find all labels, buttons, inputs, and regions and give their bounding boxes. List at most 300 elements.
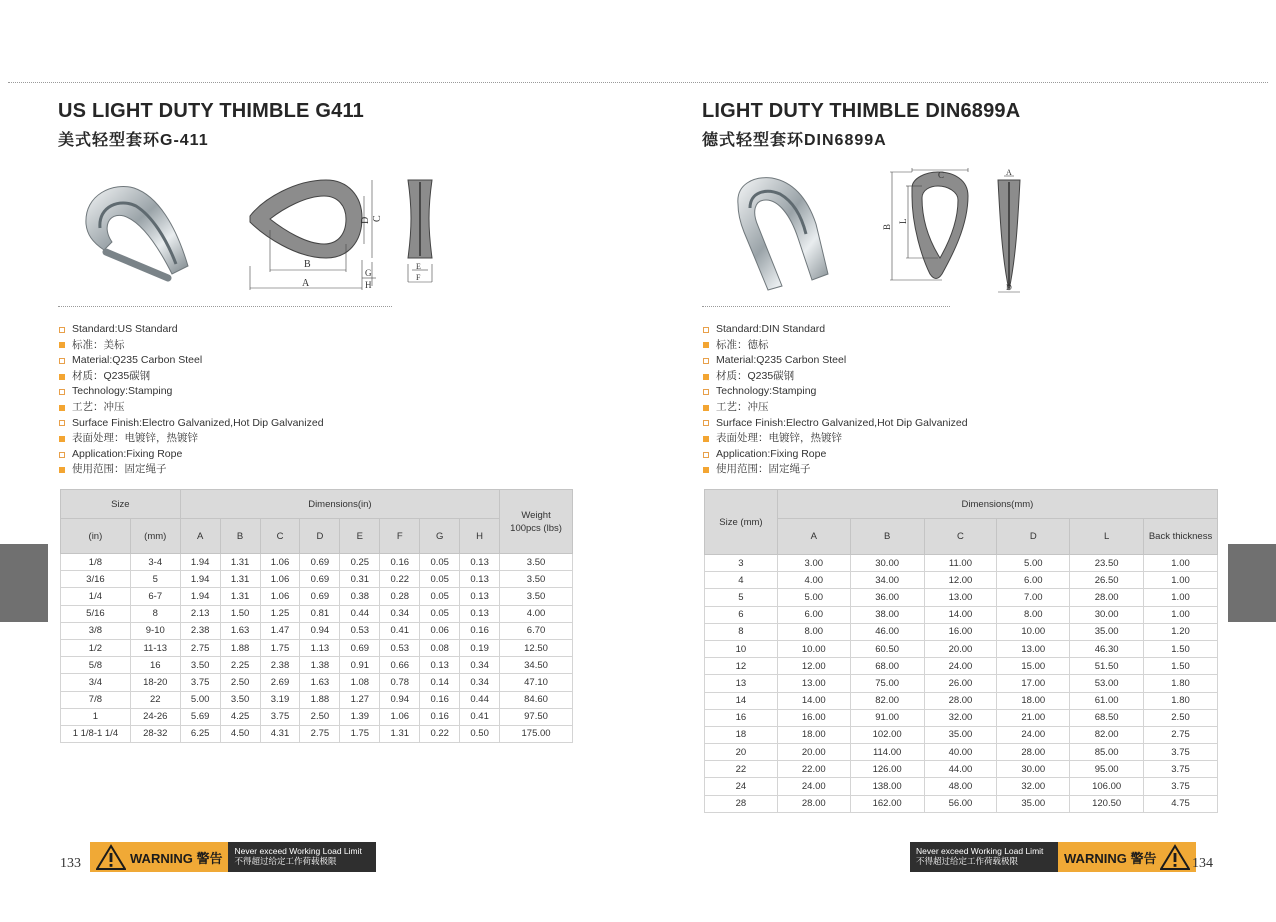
table-cell: 114.00 [850,744,924,761]
list-item: 标准：美标 [58,338,578,354]
table-row [61,588,573,605]
table-cell: 0.50 [460,725,500,742]
table-cell: 61.00 [1070,692,1144,709]
table-cell: 17.00 [997,675,1070,692]
table-cell: 24.00 [997,726,1070,743]
top-dotted-divider [8,82,1268,83]
table-cell: 0.34 [380,605,420,622]
warning-triangle-icon [96,844,126,870]
table-cell: 0.05 [420,571,460,588]
thimble-front-drawing [882,166,982,304]
table-cell: 18-20 [130,674,180,691]
table-cell: 8.00 [997,606,1070,623]
table-cell: 10.00 [777,640,850,657]
column-header: C [924,519,997,555]
list-item: Technology:Stamping [58,384,578,400]
table-cell: 47.10 [500,674,573,691]
table-cell: 11.00 [924,555,997,572]
table-cell: 24 [705,778,778,795]
dim-label-c: C [938,170,945,180]
table-cell: 26.00 [924,675,997,692]
table-cell: 16 [705,709,778,726]
column-header: (in) [61,519,131,554]
table-cell: 28 [705,795,778,812]
dim-label-d: D [360,216,371,224]
table-cell: 1.13 [300,639,340,656]
table-cell: 1.50 [220,605,260,622]
table-cell: 28.00 [777,795,850,812]
table-cell: 6.00 [997,572,1070,589]
bullet-icon [59,374,65,380]
warning-label-box: WARNING 警告 [90,842,228,872]
table-cell: 0.06 [420,622,460,639]
table-cell: 35.00 [997,795,1070,812]
table-cell: 21.00 [997,709,1070,726]
page-title-cn: 美式轻型套环G-411 [58,132,209,149]
warning-message: Never exceed Working Load Limit 不得超过给定工作荷载极限 [228,842,376,872]
table-cell: 51.50 [1070,658,1144,675]
table-cell: 23.50 [1070,555,1144,572]
us-thimble-table [60,489,573,743]
table-cell: 30.00 [850,555,924,572]
table-cell: 97.50 [500,708,573,725]
table-cell: 20.00 [924,640,997,657]
table-row [61,725,573,742]
table-cell: 4.00 [500,605,573,622]
table-cell: 0.41 [380,622,420,639]
table-cell: 38.00 [850,606,924,623]
table-cell: 68.50 [1070,709,1144,726]
table-cell: 82.00 [850,692,924,709]
table-cell: 138.00 [850,778,924,795]
table-cell: 0.13 [460,571,500,588]
table-cell: 0.91 [340,657,380,674]
table-row [61,691,573,708]
thimble-side-drawing [400,178,440,288]
table-cell: 1.31 [220,554,260,571]
table-cell: 3.00 [777,555,850,572]
table-row [705,623,1218,640]
list-item: 表面处理：电镀锌，热镀锌 [702,431,1222,447]
left-side-tab [0,544,48,622]
table-cell: 0.44 [460,691,500,708]
bullet-icon [703,420,709,426]
table-cell: 1/4 [61,588,131,605]
table-cell: 1.31 [380,725,420,742]
table-cell: 175.00 [500,725,573,742]
list-item: 标准：德标 [702,338,1222,354]
table-cell: 48.00 [924,778,997,795]
table-cell: 0.66 [380,657,420,674]
table-cell: 14.00 [777,692,850,709]
size-header: Size (mm) [705,490,778,555]
list-item: 工艺：冲压 [58,400,578,416]
table-cell: 1.06 [260,588,300,605]
table-row [61,708,573,725]
bullet-icon [703,342,709,348]
table-cell: 0.16 [420,691,460,708]
bullet-icon [703,327,709,333]
table-cell: 0.22 [420,725,460,742]
table-cell: 2.75 [1144,726,1218,743]
table-cell: 20 [705,744,778,761]
dim-label-f: F [416,273,421,282]
table-cell: 0.69 [300,554,340,571]
table-cell: 1.25 [260,605,300,622]
table-cell: 1.80 [1144,692,1218,709]
column-header: A [180,519,220,554]
table-cell: 84.60 [500,691,573,708]
table-cell: 0.05 [420,554,460,571]
column-header: H [460,519,500,554]
table-cell: 2.38 [180,622,220,639]
bullet-icon [59,342,65,348]
table-cell: 1 [61,708,131,725]
table-cell: 5.00 [777,589,850,606]
table-cell: 0.34 [460,674,500,691]
table-cell: 30.00 [997,761,1070,778]
table-cell: 0.05 [420,588,460,605]
table-cell: 3.75 [1144,744,1218,761]
table-cell: 16.00 [777,709,850,726]
table-cell: 60.50 [850,640,924,657]
table-cell: 0.69 [300,571,340,588]
spec-list [58,322,578,478]
table-cell: 1.20 [1144,623,1218,640]
warning-label-box: WARNING 警告 [1058,842,1196,872]
list-item: Application:Fixing Rope [58,447,578,463]
dim-label-a: A [1006,168,1012,177]
table-cell: 28.00 [924,692,997,709]
table-cell: 1.94 [180,571,220,588]
table-cell: 5 [705,589,778,606]
table-cell: 1.27 [340,691,380,708]
table-row [705,675,1218,692]
column-header: C [260,519,300,554]
table-cell: 82.00 [1070,726,1144,743]
table-cell: 46.30 [1070,640,1144,657]
table-cell: 32.00 [924,709,997,726]
table-cell: 3.75 [1144,761,1218,778]
table-cell: 0.28 [380,588,420,605]
list-item: 使用范围：固定绳子 [702,462,1222,478]
table-cell: 68.00 [850,658,924,675]
dim-label-a: A [302,278,310,289]
table-row [61,622,573,639]
page-title: LIGHT DUTY THIMBLE DIN6899A [702,100,1021,122]
page-number: 133 [60,856,81,871]
column-header: B [220,519,260,554]
table-cell: 18 [705,726,778,743]
table-cell: 0.94 [380,691,420,708]
dim-label-e: E [416,262,421,271]
table-cell: 1.38 [300,657,340,674]
warning-banner-right [910,842,1196,872]
table-cell: 106.00 [1070,778,1144,795]
right-side-tab [1228,544,1276,622]
list-item: Surface Finish:Electro Galvanized,Hot Dip Galvanized [58,416,578,432]
dim-label-g: G [365,268,372,278]
table-cell: 3/8 [61,622,131,639]
table-cell: 0.16 [380,554,420,571]
dim-label-c: C [372,215,383,222]
table-cell: 12.00 [777,658,850,675]
table-cell: 35.00 [924,726,997,743]
table-row [705,606,1218,623]
table-cell: 4.75 [1144,795,1218,812]
list-item: 使用范围：固定绳子 [58,462,578,478]
table-cell: 35.00 [1070,623,1144,640]
table-cell: 10 [705,640,778,657]
table-row [705,658,1218,675]
warning-banner-left [90,842,376,872]
column-header: B [850,519,924,555]
table-row [705,795,1218,812]
table-cell: 1.00 [1144,606,1218,623]
dimensions-header: Dimensions(mm) [777,490,1217,519]
product-figures [702,168,1222,302]
table-row [61,657,573,674]
table-cell: 0.13 [460,605,500,622]
table-cell: 36.00 [850,589,924,606]
table-cell: 1.94 [180,554,220,571]
table-cell: 0.53 [380,639,420,656]
table-cell: 0.69 [300,588,340,605]
table-cell: 4.25 [220,708,260,725]
table-cell: 95.00 [1070,761,1144,778]
column-header: Back thickness [1144,519,1218,555]
table-cell: 3-4 [130,554,180,571]
column-header: E [340,519,380,554]
table-cell: 102.00 [850,726,924,743]
table-cell: 1.06 [260,554,300,571]
dim-label-l: L [898,218,908,224]
dim-label-h: H [365,280,372,290]
table-cell: 0.53 [340,622,380,639]
table-cell: 53.00 [1070,675,1144,692]
list-item: Standard:US Standard [58,322,578,338]
weight-header: Weight 100pcs (lbs) [500,490,573,554]
page-title-cn: 德式轻型套环DIN6899A [702,132,887,149]
table-cell: 3/16 [61,571,131,588]
table-cell: 13.00 [777,675,850,692]
list-item: 工艺：冲压 [702,400,1222,416]
table-cell: 32.00 [997,778,1070,795]
table-cell: 1.47 [260,622,300,639]
table-cell: 34.00 [850,572,924,589]
table-row [705,572,1218,589]
dimensions-header: Dimensions(in) [180,490,499,519]
table-cell: 16.00 [924,623,997,640]
table-cell: 1/8 [61,554,131,571]
table-row [705,761,1218,778]
page-title: US LIGHT DUTY THIMBLE G411 [58,100,364,122]
table-cell: 1.63 [220,622,260,639]
bullet-icon [703,452,709,458]
table-cell: 6 [705,606,778,623]
table-cell: 0.81 [300,605,340,622]
table-row [705,589,1218,606]
table-cell: 2.50 [300,708,340,725]
table-cell: 1 1/8-1 1/4 [61,725,131,742]
table-cell: 3.75 [1144,778,1218,795]
table-cell: 0.14 [420,674,460,691]
column-header: D [300,519,340,554]
table-cell: 6.25 [180,725,220,742]
table-cell: 3.75 [180,674,220,691]
table-cell: 2.38 [260,657,300,674]
table-cell: 6.70 [500,622,573,639]
table-cell: 0.41 [460,708,500,725]
table-cell: 3.50 [220,691,260,708]
table-cell: 5.00 [997,555,1070,572]
dim-label-b: B [304,259,311,270]
table-cell: 28-32 [130,725,180,742]
table-cell: 12 [705,658,778,675]
table-cell: 0.25 [340,554,380,571]
table-cell: 22 [130,691,180,708]
bullet-icon [703,389,709,395]
right-page [702,100,1222,810]
table-cell: 1/2 [61,639,131,656]
section-divider [702,306,950,307]
table-cell: 1.63 [300,674,340,691]
table-cell: 1.88 [220,639,260,656]
table-cell: 44.00 [924,761,997,778]
bullet-icon [703,467,709,473]
warning-message: Never exceed Working Load Limit 不得超过给定工作荷载极限 [910,842,1058,872]
table-cell: 4.50 [220,725,260,742]
table-cell: 1.75 [340,725,380,742]
list-item: 材质：Q235碳钢 [702,369,1222,385]
table-row [61,674,573,691]
table-cell: 24.00 [924,658,997,675]
table-cell: 20.00 [777,744,850,761]
table-cell: 85.00 [1070,744,1144,761]
table-cell: 3.50 [500,588,573,605]
table-cell: 28.00 [1070,589,1144,606]
table-cell: 2.25 [220,657,260,674]
table-cell: 2.75 [180,639,220,656]
table-cell: 2.75 [300,725,340,742]
column-header: A [777,519,850,555]
table-cell: 8 [130,605,180,622]
product-figures [58,172,578,302]
table-cell: 34.50 [500,657,573,674]
table-cell: 14 [705,692,778,709]
table-cell: 0.69 [340,639,380,656]
table-cell: 56.00 [924,795,997,812]
table-cell: 8 [705,623,778,640]
column-header: L [1070,519,1144,555]
bullet-icon [59,436,65,442]
table-cell: 13 [705,675,778,692]
table-cell: 1.50 [1144,640,1218,657]
table-cell: 28.00 [997,744,1070,761]
table-cell: 12.50 [500,639,573,656]
dim-label-b: B [882,223,892,230]
table-cell: 1.08 [340,674,380,691]
list-item: Standard:DIN Standard [702,322,1222,338]
table-cell: 16 [130,657,180,674]
warning-triangle-icon [1160,844,1190,870]
table-cell: 1.31 [220,588,260,605]
table-cell: 40.00 [924,744,997,761]
table-cell: 5.69 [180,708,220,725]
size-header: Size [61,490,181,519]
thimble-front-drawing [244,178,394,296]
table-cell: 0.16 [420,708,460,725]
table-cell: 7/8 [61,691,131,708]
section-divider [58,306,392,307]
table-cell: 5.00 [180,691,220,708]
table-cell: 13.00 [997,640,1070,657]
table-row [61,605,573,622]
bullet-icon [703,436,709,442]
table-cell: 13.00 [924,589,997,606]
table-cell: 1.94 [180,588,220,605]
left-page [58,100,578,740]
thimble-photo-icon [76,176,196,286]
table-cell: 0.38 [340,588,380,605]
list-item: 材质：Q235碳钢 [58,369,578,385]
table-cell: 1.06 [260,571,300,588]
table-cell: 2.69 [260,674,300,691]
table-row [705,744,1218,761]
table-row [705,555,1218,572]
table-cell: 24.00 [777,778,850,795]
table-cell: 1.00 [1144,572,1218,589]
list-item: Material:Q235 Carbon Steel [702,353,1222,369]
table-cell: 3.50 [500,554,573,571]
bullet-icon [703,374,709,380]
bullet-icon [59,327,65,333]
table-cell: 0.22 [380,571,420,588]
bullet-icon [59,405,65,411]
table-cell: 3.19 [260,691,300,708]
list-item: 表面处理：电镀锌，热镀锌 [58,431,578,447]
table-row [61,639,573,656]
table-cell: 1.00 [1144,589,1218,606]
table-cell: 91.00 [850,709,924,726]
table-cell: 8.00 [777,623,850,640]
table-cell: 14.00 [924,606,997,623]
table-row [705,709,1218,726]
table-cell: 18.00 [997,692,1070,709]
table-cell: 75.00 [850,675,924,692]
table-cell: 4 [705,572,778,589]
table-cell: 0.13 [420,657,460,674]
table-cell: 4.00 [777,572,850,589]
table-cell: 0.05 [420,605,460,622]
table-cell: 1.31 [220,571,260,588]
spec-list [702,322,1222,478]
table-cell: 2.50 [220,674,260,691]
table-cell: 5/16 [61,605,131,622]
table-cell: 11-13 [130,639,180,656]
table-cell: 3 [705,555,778,572]
table-cell: 1.88 [300,691,340,708]
table-cell: 0.13 [460,588,500,605]
bullet-icon [703,405,709,411]
table-cell: 30.00 [1070,606,1144,623]
table-cell: 15.00 [997,658,1070,675]
table-cell: 0.94 [300,622,340,639]
table-cell: 0.44 [340,605,380,622]
list-item: Application:Fixing Rope [702,447,1222,463]
table-cell: 162.00 [850,795,924,812]
bullet-icon [59,358,65,364]
